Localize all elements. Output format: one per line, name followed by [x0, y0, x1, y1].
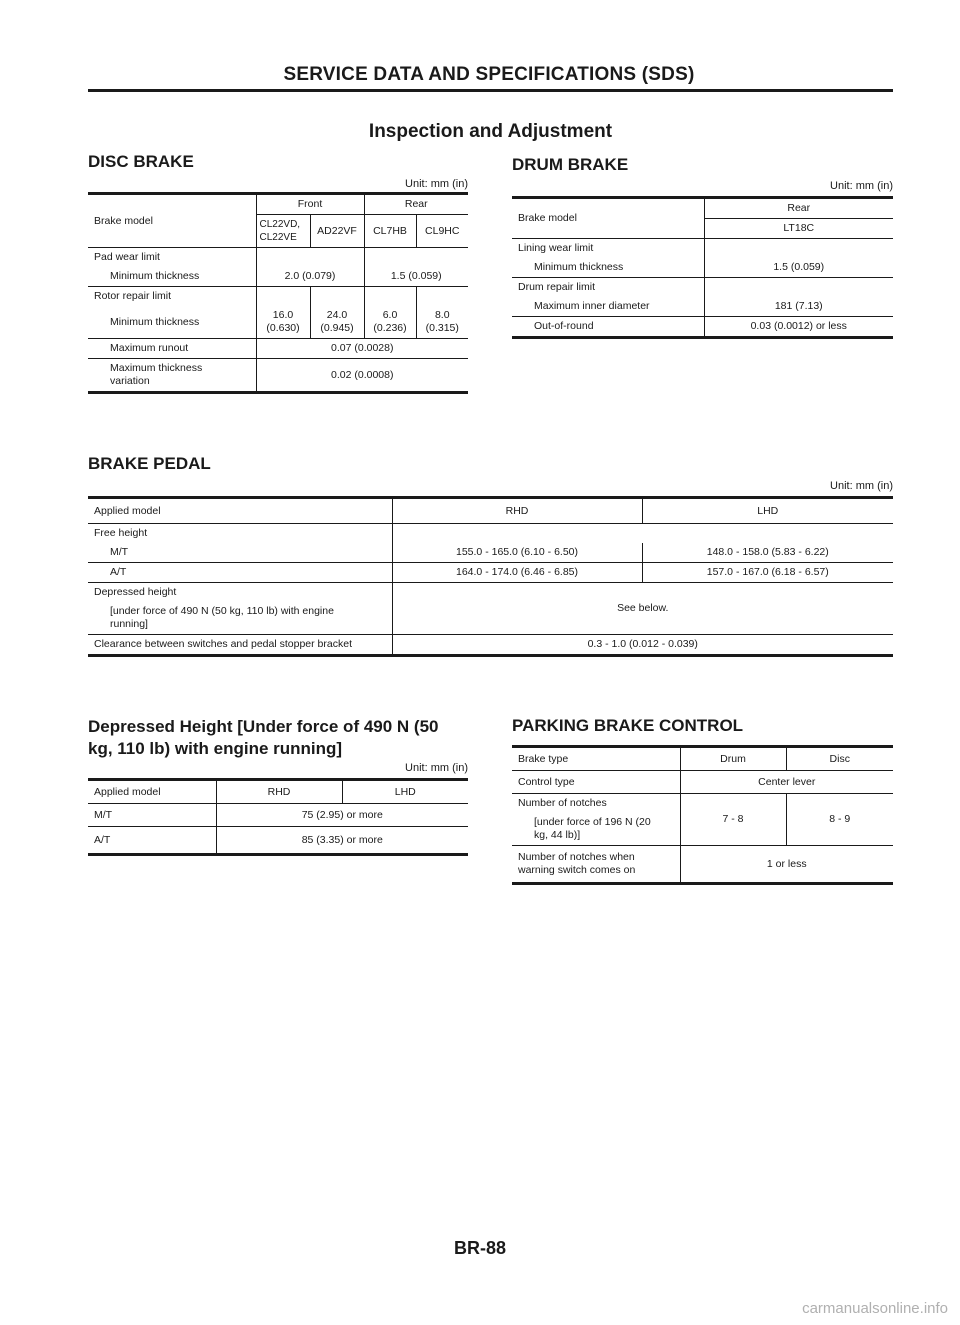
clearance-value: 0.3 - 1.0 (0.012 - 0.039): [392, 635, 893, 656]
dh-mt-label: M/T: [88, 804, 216, 827]
brake-type-drum: Drum: [680, 747, 786, 771]
control-type-value: Center lever: [680, 771, 893, 794]
pad-front-value: 2.0 (0.079): [256, 267, 364, 287]
drum-model-value: LT18C: [704, 219, 893, 239]
header-rule: [88, 89, 893, 92]
free-at-rhd-value: 164.0 - 174.0 (6.46 - 6.85): [392, 563, 642, 583]
max-thickness-variation-label: Maximum thickness variation: [88, 359, 256, 393]
free-mt-label: M/T: [88, 543, 392, 563]
page-header-title: SERVICE DATA AND SPECIFICATIONS (SDS): [283, 64, 695, 85]
drum-brake-unit: Unit: mm (in): [830, 180, 893, 192]
out-of-round-label: Out-of-round: [512, 317, 704, 338]
dh-rhd-label: RHD: [216, 780, 342, 804]
max-inner-diameter-value: 181 (7.13): [704, 297, 893, 317]
rotor-min-value: 24.0 (0.945): [310, 306, 364, 339]
depressed-height-unit: Unit: mm (in): [405, 762, 468, 774]
brake-pedal-table: [88, 496, 893, 657]
free-mt-rhd-value: 155.0 - 165.0 (6.10 - 6.50): [392, 543, 642, 563]
disc-brake-title: DISC BRAKE: [88, 152, 194, 171]
lining-min-thickness-value: 1.5 (0.059): [704, 258, 893, 278]
lining-wear-limit-label: Lining wear limit: [518, 242, 594, 254]
drum-repair-limit-label: Drum repair limit: [518, 281, 596, 293]
brake-pedal-unit: Unit: mm (in): [830, 480, 893, 492]
applied-model-label: Applied model: [88, 498, 392, 524]
notches-label: Number of notches: [518, 797, 607, 809]
rotor-min-value: 6.0 (0.236): [364, 306, 416, 339]
drum-rear-label: Rear: [704, 198, 893, 219]
watermark: carmanualsonline.info: [802, 1300, 948, 1317]
max-thickness-variation-value: 0.02 (0.0008): [256, 359, 468, 393]
clearance-label: Clearance between switches and pedal stopper bracket: [88, 635, 392, 656]
rotor-min-value: 16.0 (0.630): [256, 306, 310, 339]
disc-model-cell: CL7HB: [364, 215, 416, 248]
free-height-label: Free height: [94, 527, 148, 539]
notches-disc-value: 8 - 9: [786, 794, 893, 846]
free-at-lhd-value: 157.0 - 167.0 (6.18 - 6.57): [642, 563, 893, 583]
parking-brake-title: PARKING BRAKE CONTROL: [512, 716, 744, 735]
free-at-label: A/T: [88, 563, 392, 583]
dh-lhd-label: LHD: [342, 780, 468, 804]
page-number: BR-88: [453, 1238, 506, 1258]
dh-at-value: 85 (3.35) or more: [216, 827, 468, 855]
disc-brake-unit: Unit: mm (in): [405, 178, 468, 190]
depressed-height-label: Depressed height: [94, 586, 177, 598]
disc-brake-table: [88, 192, 468, 394]
brake-type-label: Brake type: [512, 747, 680, 771]
disc-model-cell: CL9HC: [416, 215, 468, 248]
depressed-condition-label: [under force of 490 N (50 kg, 110 lb) with engine running]: [88, 602, 392, 635]
lining-min-thickness-label: Minimum thickness: [512, 258, 704, 278]
pad-wear-limit-label: Pad wear limit: [94, 251, 160, 263]
drum-brake-table: [512, 196, 893, 339]
dh-mt-value: 75 (2.95) or more: [216, 804, 468, 827]
disc-model-cell: AD22VF: [310, 215, 364, 248]
rotor-repair-limit-label: Rotor repair limit: [94, 290, 172, 302]
brake-type-disc: Disc: [786, 747, 893, 771]
drum-brake-title: DRUM BRAKE: [512, 155, 629, 174]
disc-front-label: Front: [256, 194, 364, 215]
disc-brake-model-label: Brake model: [88, 194, 256, 248]
depressed-height-title: Depressed Height [Under force of 490 N (50 kg, 110 lb) with engine running]: [88, 717, 439, 758]
dh-at-label: A/T: [88, 827, 216, 855]
max-runout-label: Maximum runout: [88, 339, 256, 359]
section-subheader: Inspection and Adjustment: [368, 121, 613, 142]
pedal-rhd-label: RHD: [392, 498, 642, 524]
depressed-height-table: [88, 778, 468, 856]
max-runout-value: 0.07 (0.0028): [256, 339, 468, 359]
drum-brake-model-label: Brake model: [512, 198, 704, 239]
parking-brake-table: [512, 745, 893, 885]
pad-rear-value: 1.5 (0.059): [364, 267, 468, 287]
rotor-min-thickness-label: Minimum thickness: [88, 306, 256, 339]
pedal-lhd-label: LHD: [642, 498, 893, 524]
pad-min-thickness-label: Minimum thickness: [88, 267, 256, 287]
rotor-min-value: 8.0 (0.315): [416, 306, 468, 339]
depressed-height-value: See below.: [392, 583, 893, 635]
notches-warning-value: 1 or less: [680, 846, 893, 884]
disc-model-cell: CL22VD, CL22VE: [256, 215, 310, 248]
notches-drum-value: 7 - 8: [680, 794, 786, 846]
disc-rear-label: Rear: [364, 194, 468, 215]
control-type-label: Control type: [512, 771, 680, 794]
max-inner-diameter-label: Maximum inner diameter: [512, 297, 704, 317]
free-mt-lhd-value: 148.0 - 158.0 (5.83 - 6.22): [642, 543, 893, 563]
out-of-round-value: 0.03 (0.0012) or less: [704, 317, 893, 338]
notches-condition-label: [under force of 196 N (20 kg, 44 lb)]: [512, 813, 680, 846]
notches-warning-label: Number of notches when warning switch comes on: [512, 846, 680, 884]
brake-pedal-title: BRAKE PEDAL: [88, 454, 211, 473]
dh-applied-model-label: Applied model: [88, 780, 216, 804]
